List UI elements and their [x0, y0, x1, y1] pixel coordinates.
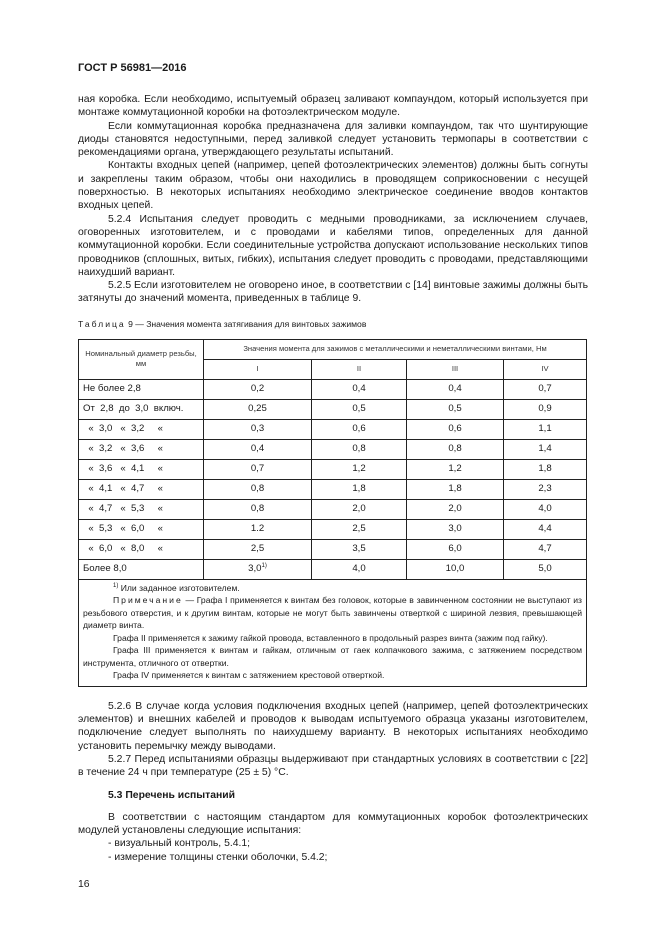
note: Графа II применяется к зажиму гайкой провода, вставленного в продольный разрез винта (зажим под гайку).: [113, 632, 548, 643]
torque-cell: 0,2: [204, 379, 312, 399]
table-row: [79, 399, 587, 419]
diameter-cell: « 3,2 « 3,6 «: [79, 439, 204, 459]
document-header: ГОСТ Р 56981—2016: [78, 62, 187, 74]
torque-cell: 2,5: [312, 519, 407, 539]
paragraph: 5.2.4 Испытания следует проводить с медными проводниками, за исключением случаев, оговоренных изготовителем, и с проводами и кабелями типов, определенных для данной коммутационной коробки. Если соединительные устройства допускают использование нескольких типов проводников (сплошных, витых, гибких), испытания следует проводить с проводами, представляющими наихудший вариант.: [78, 213, 588, 278]
torque-cell: 3,5: [312, 539, 407, 559]
col-header: I: [204, 359, 312, 379]
footnote: $^{1)}$ Или заданное изготовителем.: [113, 582, 240, 593]
torque-cell: 0,4: [204, 439, 312, 459]
table-row: [79, 459, 587, 479]
torque-cell: 0,8: [407, 439, 504, 459]
table-row: [79, 519, 587, 539]
diameter-cell: « 3,6 « 4,1 «: [79, 459, 204, 479]
table-caption: Таблица 9 — Значения момента затягивания для винтовых зажимов: [78, 318, 367, 329]
paragraph: Контакты входных цепей (например, цепей фотоэлектрических элементов) должны быть согнуты и закреплены таким образом, чтобы они находились в проводящем соприкосновении с несущей поверхностью. В некоторых испытаниях необходимо электрическое соединение вводов контактов входных цепей.: [78, 160, 588, 212]
table-row: [79, 419, 587, 439]
table-row: [79, 379, 587, 399]
note: Графа IV применяется к винтам с затяжением крестовой отверткой.: [113, 670, 385, 681]
torque-table: [78, 339, 587, 687]
list-item: - визуальный контроль, 5.4.1;: [108, 838, 251, 850]
table-row: [79, 499, 587, 519]
note: Графа III применяется к винтам и гайкам, отличным от гаек колпачкового зажима, с затяжением посредством инструмента, отличного от отвертки.: [83, 645, 582, 668]
torque-cell: 1,8: [312, 479, 407, 499]
torque-cell: 1,2: [312, 459, 407, 479]
footnote-ref: 1): [261, 563, 267, 570]
torque-cell: 0,8: [312, 439, 407, 459]
torque-cell: 0,4: [407, 379, 504, 399]
diameter-cell: « 4,1 « 4,7 «: [79, 479, 204, 499]
col-header: III: [407, 359, 504, 379]
paragraph: ная коробка. Если необходимо, испытуемый образец заливают компаундом, который используется при монтаже коммутационной коробки на фотоэлектрическом модуле.: [78, 94, 588, 119]
torque-cell: 0,6: [312, 419, 407, 439]
diameter-cell: « 4,7 « 5,3 «: [79, 499, 204, 519]
torque-cell: 1,2: [407, 459, 504, 479]
torque-cell: 0,5: [407, 399, 504, 419]
torque-cell: 0,3: [204, 419, 312, 439]
torque-cell: 4,0: [312, 559, 407, 579]
diameter-cell: Не более 2,8: [79, 379, 204, 399]
top-text: [78, 93, 588, 306]
torque-cell: 3,0$^{1)}$: [204, 559, 312, 579]
torque-cell: 4,4: [504, 519, 587, 539]
diameter-cell: « 3,0 « 3,2 «: [79, 419, 204, 439]
torque-cell: 10,0: [407, 559, 504, 579]
table-row: [79, 559, 587, 579]
torque-cell: 6,0: [407, 539, 504, 559]
diameter-cell: « 6,0 « 8,0 «: [79, 539, 204, 559]
col-header: IV: [504, 359, 587, 379]
torque-cell: 2,5: [204, 539, 312, 559]
torque-cell: 2,3: [504, 479, 587, 499]
torque-cell: 1,8: [504, 459, 587, 479]
page-number: 16: [78, 879, 90, 891]
diameter-cell: Более 8,0: [79, 559, 204, 579]
table-row: [79, 439, 587, 459]
paragraph: 5.2.5 Если изготовителем не оговорено иное, в соответствии с [14] винтовые зажимы должны быть затянуты до значений момента, приведенных в таблице 9.: [78, 280, 588, 305]
torque-cell: 0,7: [204, 459, 312, 479]
torque-cell: 0,6: [407, 419, 504, 439]
diameter-cell: От 2,8 до 3,0 включ.: [79, 399, 204, 419]
torque-cell: 0,5: [312, 399, 407, 419]
torque-cell: 3,0: [407, 519, 504, 539]
torque-cell: 0,8: [204, 479, 312, 499]
col-header: II: [312, 359, 407, 379]
torque-cell: 4,7: [504, 539, 587, 559]
group-header: Значения момента для зажимов с металлическими и неметаллическими винтами, Нм: [204, 339, 587, 359]
paragraph: 5.2.7 Перед испытаниями образцы выдерживают при стандартных условиях в соответствии с [22] в течение 24 ч при температуре (25 ± 5) °С.: [78, 753, 588, 779]
table-row: [79, 539, 587, 559]
torque-cell: 1,4: [504, 439, 587, 459]
paragraph: В соответствии с настоящим стандартом для коммутационных коробок фотоэлектрических модулей установлены следующие испытания:: [78, 811, 588, 837]
bottom-text: [78, 700, 588, 864]
table-notes: [79, 579, 587, 686]
paragraph: Если коммутационная коробка предназначена для заливки компаундом, так что шунтирующие диоды становятся недоступными, перед заливкой следует установить термопары в соответствии с рекомендациями органа, утверждающего результаты испытаний.: [78, 120, 588, 159]
torque-cell: 2,0: [407, 499, 504, 519]
torque-cell: 0,9: [504, 399, 587, 419]
torque-cell: 1,8: [407, 479, 504, 499]
torque-cell: 0,4: [312, 379, 407, 399]
diameter-cell: « 5,3 « 6,0 «: [79, 519, 204, 539]
torque-cell: 0,25: [204, 399, 312, 419]
section-title: 5.3 Перечень испытаний: [108, 789, 236, 801]
torque-cell: 1,1: [504, 419, 587, 439]
table-row: [79, 479, 587, 499]
list-item: - измерение толщины стенки оболочки, 5.4.2;: [108, 851, 328, 863]
torque-cell: 2,0: [312, 499, 407, 519]
torque-cell: 5,0: [504, 559, 587, 579]
torque-cell: 4,0: [504, 499, 587, 519]
torque-cell: 1.2: [204, 519, 312, 539]
paragraph: 5.2.6 В случае когда условия подключения входных цепей (например, цепей фотоэлектрических элементов) и внешних кабелей и проводов к выводам испытуемого образца указаны изготовителем, подключение следует выполнять по наихудшему варианту. В некоторых испытаниях необходимо установить перемычку между выводами.: [78, 700, 588, 752]
torque-cell: 0,8: [204, 499, 312, 519]
note: Примечание — Графа I применяется к винтам без головок, которые в завинченном состоянии не выступают из резьбового отверстия, и к другим винтам, которые не могут быть завинчены отверткой с шириной лезвия, превышающей диаметр винта.: [83, 595, 582, 631]
torque-cell: 0,7: [504, 379, 587, 399]
col-header-diameter: Номинальный диаметр резьбы, мм: [79, 339, 204, 379]
